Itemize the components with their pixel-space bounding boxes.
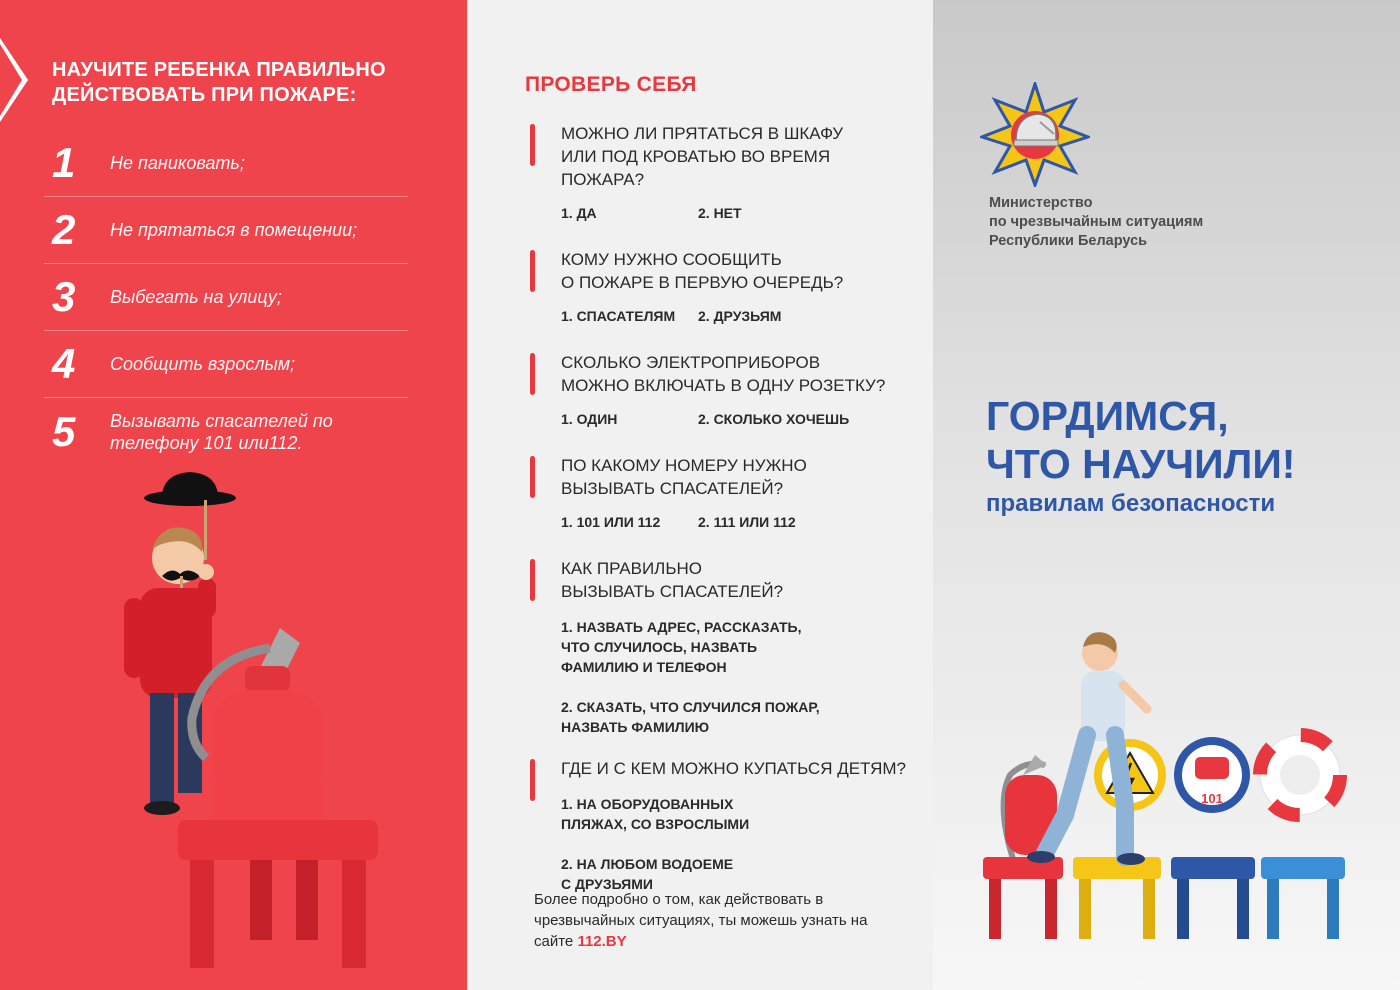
answer-option: 1. НАЗВАТЬ АДРЕС, РАССКАЗАТЬ, ЧТО СЛУЧИЛОСЬ, НАЗВАТЬ ФАМИЛИЮ И ТЕЛЕФОН bbox=[561, 619, 802, 675]
rule-text: Вызывать спасателей по телефону 101 или112. bbox=[110, 410, 333, 453]
question-marker bbox=[530, 759, 535, 801]
answer-option: 1. ОДИН bbox=[561, 411, 618, 427]
answers-row bbox=[561, 411, 910, 427]
answers-row bbox=[561, 205, 910, 221]
question-marker bbox=[530, 559, 535, 601]
slogan-subtitle: правилам безопасности bbox=[986, 490, 1276, 517]
question-marker bbox=[530, 124, 535, 166]
left-heading: НАУЧИТЕ РЕБЕНКА ПРАВИЛЬНО ДЕЙСТВОВАТЬ ПРИ ПОЖАРЕ: bbox=[52, 59, 386, 106]
rule-text: Не паниковать; bbox=[110, 153, 245, 173]
boy-on-chairs-illustration bbox=[975, 625, 1355, 955]
rule-number: 1 bbox=[52, 139, 76, 186]
quiz-heading: ПРОВЕРЬ СЕБЯ bbox=[525, 73, 697, 96]
ministry-line: Министерство bbox=[989, 195, 1093, 211]
question-text: СКОЛЬКО ЭЛЕКТРОПРИБОРОВ МОЖНО ВКЛЮЧАТЬ В ОДНУ РОЗЕТКУ? bbox=[561, 353, 886, 395]
site-link[interactable]: 112.BY bbox=[577, 933, 627, 950]
footer-text: Более подробно о том, как действовать в чрезвычайных ситуациях, ты можешь узнать на сайте bbox=[534, 891, 868, 950]
rule-number: 2 bbox=[52, 206, 76, 253]
quiz-question bbox=[530, 351, 910, 427]
ministry-name bbox=[989, 194, 1289, 251]
answer-option: 2. НЕТ bbox=[698, 205, 742, 221]
question-text: КОМУ НУЖНО СООБЩИТЬ О ПОЖАРЕ В ПЕРВУЮ ОЧЕРЕДЬ? bbox=[561, 250, 844, 292]
question-text: ПО КАКОМУ НОМЕРУ НУЖНО ВЫЗЫВАТЬ СПАСАТЕЛЕЙ? bbox=[561, 456, 807, 498]
answer-option: 1. СПАСАТЕЛЯМ bbox=[561, 308, 676, 324]
quiz-list bbox=[530, 122, 910, 914]
ministry-line: по чрезвычайным ситуациям bbox=[989, 214, 1204, 230]
answers-row bbox=[561, 514, 910, 530]
ministry-emblem-icon bbox=[980, 82, 1090, 187]
footer-note bbox=[534, 889, 894, 952]
question-marker bbox=[530, 456, 535, 498]
rule-number: 3 bbox=[52, 273, 76, 320]
answer-option: 2. СКАЗАТЬ, ЧТО СЛУЧИЛСЯ ПОЖАР, НАЗВАТЬ ФАМИЛИЮ bbox=[561, 699, 820, 735]
rule-number: 4 bbox=[52, 340, 76, 387]
question-text: КАК ПРАВИЛЬНО ВЫЗЫВАТЬ СПАСАТЕЛЕЙ? bbox=[561, 559, 784, 601]
slogan bbox=[986, 392, 1386, 488]
answers-column bbox=[561, 617, 910, 737]
rule-item bbox=[44, 398, 408, 465]
answer-option: 2. 111 ИЛИ 112 bbox=[698, 514, 796, 530]
quiz-question bbox=[530, 757, 910, 894]
slogan-line: ГОРДИМСЯ, bbox=[986, 393, 1229, 439]
quiz-question bbox=[530, 248, 910, 324]
ministry-line: Республики Беларусь bbox=[989, 233, 1148, 249]
question-text: ГДЕ И С КЕМ МОЖНО КУПАТЬСЯ ДЕТЯМ? bbox=[561, 759, 906, 778]
answer-option: 1. НА ОБОРУДОВАННЫХ ПЛЯЖАХ, СО ВЗРОСЛЫМИ bbox=[561, 796, 750, 832]
boy-with-extinguisher-illustration bbox=[110, 468, 440, 968]
rule-text: Не прятаться в помещении; bbox=[110, 220, 358, 240]
rule-item bbox=[44, 331, 408, 398]
rule-item bbox=[44, 197, 408, 264]
question-marker bbox=[530, 250, 535, 292]
rule-item bbox=[44, 264, 408, 331]
question-text: МОЖНО ЛИ ПРЯТАТЬСЯ В ШКАФУ ИЛИ ПОД КРОВАТЬЮ ВО ВРЕМЯ ПОЖАРА? bbox=[561, 124, 844, 189]
answers-row bbox=[561, 308, 910, 324]
quiz-question bbox=[530, 454, 910, 530]
quiz-question bbox=[530, 122, 910, 221]
answer-option: 2. СКОЛЬКО ХОЧЕШЬ bbox=[698, 411, 850, 427]
answer-option: 2. НА ЛЮБОМ ВОДОЕМЕ С ДРУЗЬЯМИ bbox=[561, 856, 734, 892]
question-marker bbox=[530, 353, 535, 395]
answer-option: 2. ДРУЗЬЯМ bbox=[698, 308, 782, 324]
answers-column bbox=[561, 794, 910, 894]
phone-number-label: 101 bbox=[1201, 791, 1223, 806]
rule-number: 5 bbox=[52, 407, 76, 455]
slogan-line: ЧТО НАУЧИЛИ! bbox=[986, 441, 1296, 487]
rule-item bbox=[44, 130, 408, 197]
rules-list bbox=[44, 130, 408, 465]
quiz-question bbox=[530, 557, 910, 737]
answer-option: 1. 101 ИЛИ 112 bbox=[561, 514, 661, 530]
rule-text: Выбегать на улицу; bbox=[110, 287, 282, 307]
rule-text: Сообщить взрослым; bbox=[110, 354, 296, 374]
answer-option: 1. ДА bbox=[561, 205, 597, 221]
left-notch-inner-decoration bbox=[0, 44, 22, 116]
